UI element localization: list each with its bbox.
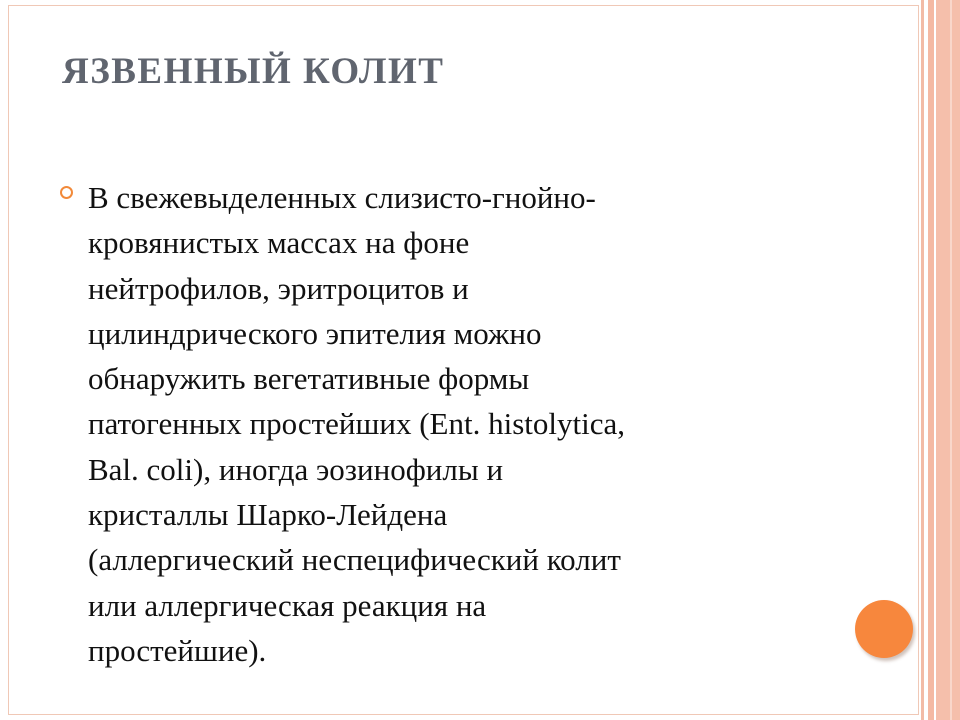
bullet-line: обнаружить вегетативные формы — [88, 361, 530, 397]
right-stripe-1 — [921, 0, 924, 720]
bullet-line: или аллергическая реакция на — [88, 587, 487, 623]
bullet-line: нейтрофилов, эритроцитов и — [88, 270, 469, 306]
slide-title: ЯЗВЕННЫЙ КОЛИТ — [62, 51, 445, 92]
bullet-line: простейшие). — [88, 632, 267, 668]
bullet-text — [88, 175, 858, 673]
orange-circle-icon — [855, 600, 913, 658]
bullet-line: патогенных простейших (Ent. histolytica, — [88, 406, 626, 442]
bullet-line: В свежевыделенных слизисто-гнойно- — [88, 180, 596, 215]
bullet-line: цилиндрического эпителия можно — [88, 315, 542, 351]
ring-bullet-icon — [60, 186, 73, 199]
bullet-line: (аллергический неспецифический колит — [88, 542, 621, 578]
right-stripe-3 — [936, 0, 960, 720]
bullet-line: кристаллы Шарко-Лейдена — [88, 497, 448, 533]
bullet-line: Bal. coli), иногда эозинофилы и — [88, 451, 504, 487]
bullet-line: кровянистых массах на фоне — [88, 225, 470, 261]
